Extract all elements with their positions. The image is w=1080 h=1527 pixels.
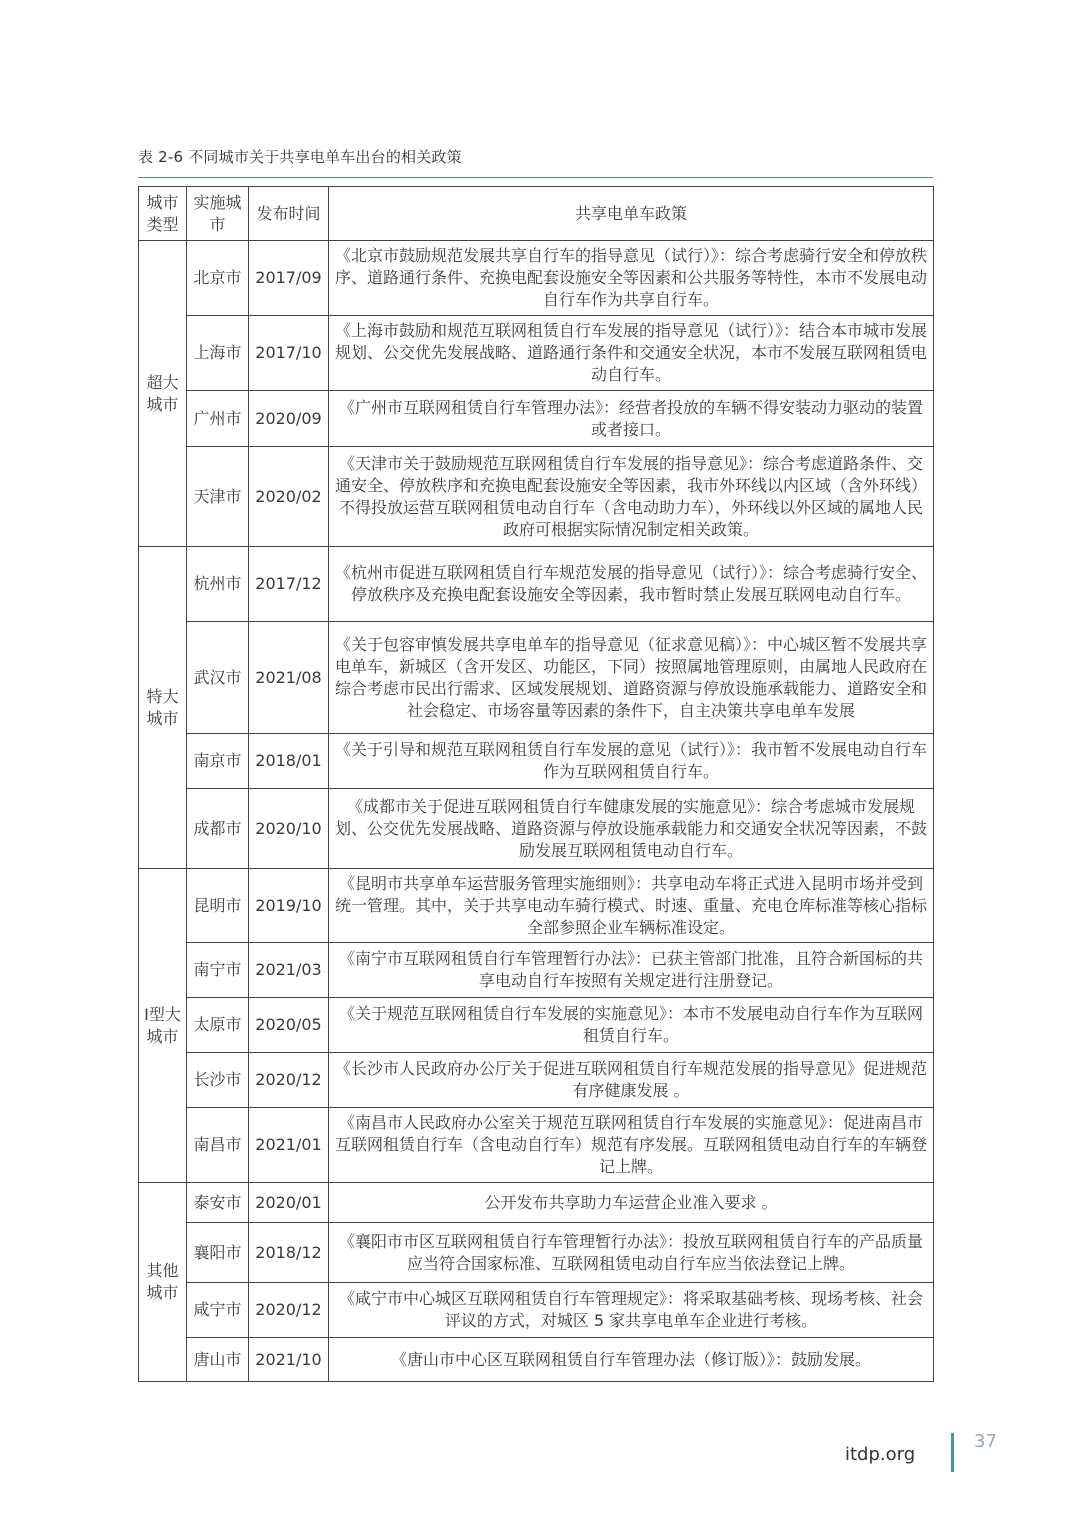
table-row [139, 316, 934, 391]
city-type-cell: 超大城市 [139, 241, 187, 547]
table-row [139, 447, 934, 547]
policy-cell: 《关于包容审慎发展共享电单车的指导意见（征求意见稿）》：中心城区暂不发展共享电单车，新城区（含开发区、功能区，下同）按照属地管理原则，由属地人民政府在综合考虑市民出行需求、区域发展规划、道路资源与停放设施承载能力、道路安全和社会稳定、市场容量等因素的条件下，自主决策共享电单车发展 [329, 622, 934, 734]
header-city-type: 城市类型 [139, 187, 187, 241]
policy-cell: 《杭州市促进互联网租赁自行车规范发展的指导意见（试行）》：综合考虑骑行安全、停放秩序及充换电配套设施安全等因素，我市暂时禁止发展互联网电动自行车。 [329, 547, 934, 622]
date-cell: 2021/03 [249, 943, 329, 998]
city-type-cell: 其他城市 [139, 1183, 187, 1382]
date-cell: 2020/09 [249, 391, 329, 447]
table-row [139, 391, 934, 447]
table-row [139, 1283, 934, 1338]
city-type-cell: I型大城市 [139, 869, 187, 1183]
date-cell: 2020/02 [249, 447, 329, 547]
date-cell: 2018/01 [249, 734, 329, 789]
city-type-cell: 特大城市 [139, 547, 187, 869]
table-header-row [139, 187, 934, 241]
policy-cell: 《上海市鼓励和规范互联网租赁自行车发展的指导意见（试行）》：结合本市城市发展规划、公交优先发展战略、道路通行条件和交通安全状况，本市不发展互联网租赁电动自行车。 [329, 316, 934, 391]
city-cell: 广州市 [187, 391, 249, 447]
policy-cell: 《南昌市人民政府办公室关于规范互联网租赁自行车发展的实施意见》：促进南昌市互联网租赁自行车（含电动自行车）规范有序发展。互联网租赁电动自行车的车辆登记上牌。 [329, 1108, 934, 1183]
table-row [139, 241, 934, 316]
city-cell: 长沙市 [187, 1053, 249, 1108]
city-cell: 南昌市 [187, 1108, 249, 1183]
policy-cell: 《成都市关于促进互联网租赁自行车健康发展的实施意见》：综合考虑城市发展规划、公交优先发展战略、道路资源与停放设施承载能力和交通安全状况等因素，不鼓励发展互联网租赁电动自行车。 [329, 789, 934, 869]
header-policy: 共享电单车政策 [329, 187, 934, 241]
policy-cell: 《昆明市共享单车运营服务管理实施细则》：共享电动车将正式进入昆明市场并受到统一管理。其中，关于共享电动车骑行模式、时速、重量、充电仓库标准等核心指标全部参照企业车辆标准设定。 [329, 869, 934, 943]
date-cell: 2019/10 [249, 869, 329, 943]
city-cell: 上海市 [187, 316, 249, 391]
date-cell: 2020/10 [249, 789, 329, 869]
policy-cell: 《广州市互联网租赁自行车管理办法》：经营者投放的车辆不得安装动力驱动的装置或者接口。 [329, 391, 934, 447]
table-row [139, 1108, 934, 1183]
policy-cell: 《关于引导和规范互联网租赁自行车发展的意见（试行）》：我市暂不发展电动自行车作为互联网租赁自行车。 [329, 734, 934, 789]
policy-cell: 《襄阳市市区互联网租赁自行车管理暂行办法》：投放互联网租赁自行车的产品质量应当符合国家标准、互联网租赁电动自行车应当依法登记上牌。 [329, 1223, 934, 1283]
date-cell: 2020/01 [249, 1183, 329, 1223]
table-row [139, 1183, 934, 1223]
city-cell: 泰安市 [187, 1183, 249, 1223]
table-row [139, 547, 934, 622]
table-row [139, 998, 934, 1053]
city-cell: 昆明市 [187, 869, 249, 943]
table-caption: 表 2-6 不同城市关于共享电单车出台的相关政策 [138, 148, 462, 166]
date-cell: 2021/10 [249, 1338, 329, 1382]
table-row [139, 1338, 934, 1382]
policy-cell: 《长沙市人民政府办公厅关于促进互联网租赁自行车规范发展的指导意见》促进规范有序健康发展 。 [329, 1053, 934, 1108]
date-cell: 2017/12 [249, 547, 329, 622]
policy-cell: 《咸宁市中心城区互联网租赁自行车管理规定》：将采取基础考核、现场考核、社会评议的方式，对城区 5 家共享电单车企业进行考核。 [329, 1283, 934, 1338]
city-cell: 武汉市 [187, 622, 249, 734]
date-cell: 2018/12 [249, 1223, 329, 1283]
city-cell: 襄阳市 [187, 1223, 249, 1283]
city-cell: 杭州市 [187, 547, 249, 622]
policy-cell: 《关于规范互联网租赁自行车发展的实施意见》：本市不发展电动自行车作为互联网租赁自行车。 [329, 998, 934, 1053]
page-number: 37 [974, 1431, 997, 1452]
policy-table [138, 186, 934, 1382]
table-row [139, 789, 934, 869]
policy-cell: 公开发布共享助力车运营企业准入要求 。 [329, 1183, 934, 1223]
date-cell: 2017/10 [249, 316, 329, 391]
header-date: 发布时间 [249, 187, 329, 241]
page-number-bar [951, 1433, 954, 1472]
city-cell: 咸宁市 [187, 1283, 249, 1338]
site-url: itdp.org [845, 1444, 916, 1465]
policy-cell: 《天津市关于鼓励规范互联网租赁自行车发展的指导意见》：综合考虑道路条件、交通安全、停放秩序和充换电配套设施安全等因素，我市外环线以内区域（含外环线）不得投放运营互联网租赁电动自行车（含电动助力车），外环线以外区域的属地人民政府可根据实际情况制定相关政策。 [329, 447, 934, 547]
city-cell: 成都市 [187, 789, 249, 869]
table-row [139, 734, 934, 789]
policy-cell: 《北京市鼓励规范发展共享自行车的指导意见（试行）》：综合考虑骑行安全和停放秩序、道路通行条件、充换电配套设施安全等因素和公共服务等特性，本市不发展电动自行车作为共享自行车。 [329, 241, 934, 316]
city-cell: 北京市 [187, 241, 249, 316]
table-row [139, 943, 934, 998]
city-cell: 唐山市 [187, 1338, 249, 1382]
city-cell: 太原市 [187, 998, 249, 1053]
table-row [139, 1223, 934, 1283]
table-row [139, 1053, 934, 1108]
caption-divider [138, 177, 933, 178]
city-cell: 南宁市 [187, 943, 249, 998]
date-cell: 2020/12 [249, 1053, 329, 1108]
header-city: 实施城市 [187, 187, 249, 241]
date-cell: 2020/12 [249, 1283, 329, 1338]
city-cell: 天津市 [187, 447, 249, 547]
date-cell: 2021/01 [249, 1108, 329, 1183]
table-row [139, 622, 934, 734]
policy-cell: 《南宁市互联网租赁自行车管理暂行办法》：已获主管部门批准，且符合新国标的共享电动自行车按照有关规定进行注册登记。 [329, 943, 934, 998]
date-cell: 2017/09 [249, 241, 329, 316]
policy-cell: 《唐山市中心区互联网租赁自行车管理办法（修订版）》：鼓励发展。 [329, 1338, 934, 1382]
date-cell: 2020/05 [249, 998, 329, 1053]
date-cell: 2021/08 [249, 622, 329, 734]
city-cell: 南京市 [187, 734, 249, 789]
table-row [139, 869, 934, 943]
